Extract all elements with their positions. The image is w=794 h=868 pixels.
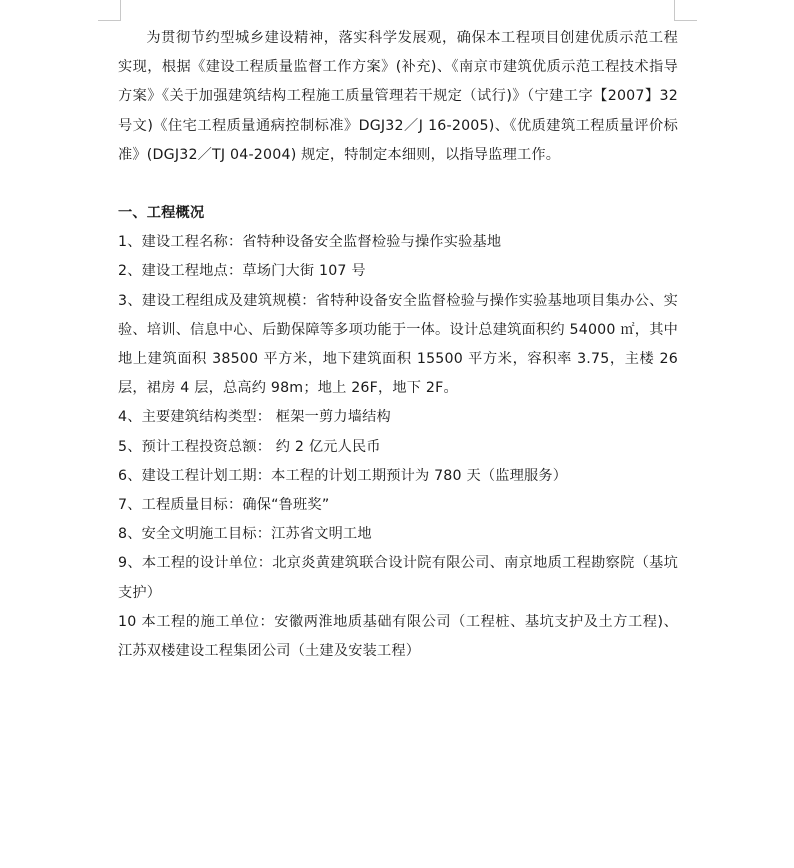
overview-item-structure: 4、主要建筑结构类型： 框架一剪力墙结构 [118,409,391,426]
overview-item-design-unit: 9、本工程的设计单位：北京炎黄建筑联合设计院有限公司、南京地质工程勘察院（基坑支护） [118,555,678,601]
section-heading: 一、工程概况 [118,205,205,222]
overview-item-schedule: 6、建设工程计划工期：本工程的计划工期预计为 780 天（监理服务） [118,467,568,484]
blank-line [118,170,678,199]
document-body [118,24,678,666]
overview-item-investment: 5、预计工程投资总额： 约 2 亿元人民币 [118,438,381,455]
page-corner-mark-right [674,0,697,21]
overview-item-quality-goal: 7、工程质量目标：确保“鲁班奖” [118,497,330,514]
overview-item-safety-goal: 8、安全文明施工目标：江苏省文明工地 [118,526,372,543]
page-corner-mark-left [98,0,121,21]
overview-item-scale: 3、建设工程组成及建筑规模：省特种设备安全监督检验与操作实验基地项目集办公、实验、培训、信息中心、后勤保障等多项功能于一体。设计总建筑面积约 54000 ㎡，其中地上建筑面积 38500 平方米，地下建筑面积 15500 平方米，容积率 3.75，主楼 26 层，裙房 4 层，总高约 98m；地上 26F，地下 2F。 [118,292,678,397]
overview-item-construction-unit: 10 本工程的施工单位：安徽两淮地质基础有限公司（工程桩、基坑支护及土方工程)、江苏双楼建设工程集团公司（土建及安装工程） [118,613,678,660]
overview-item-location: 2、建设工程地点：草场门大街 107 号 [118,263,366,280]
intro-paragraph: 为贯彻节约型城乡建设精神，落实科学发展观，确保本工程项目创建优质示范工程实现，根据《建设工程质量监督工作方案》(补充)、《南京市建筑优质示范工程技术指导方案》《关于加强建筑结构工程施工质量管理若干规定（试行)》（宁建工字【2007】32号文)《住宅工程质量通病控制标准》DGJ32／J 16-2005)、《优质建筑工程质量评价标准》(DGJ32／TJ 04-2004) 规定，特制定本细则，以指导监理工作。 [118,30,678,163]
overview-item-name: 1、建设工程名称：省特种设备安全监督检验与操作实验基地 [118,234,502,251]
